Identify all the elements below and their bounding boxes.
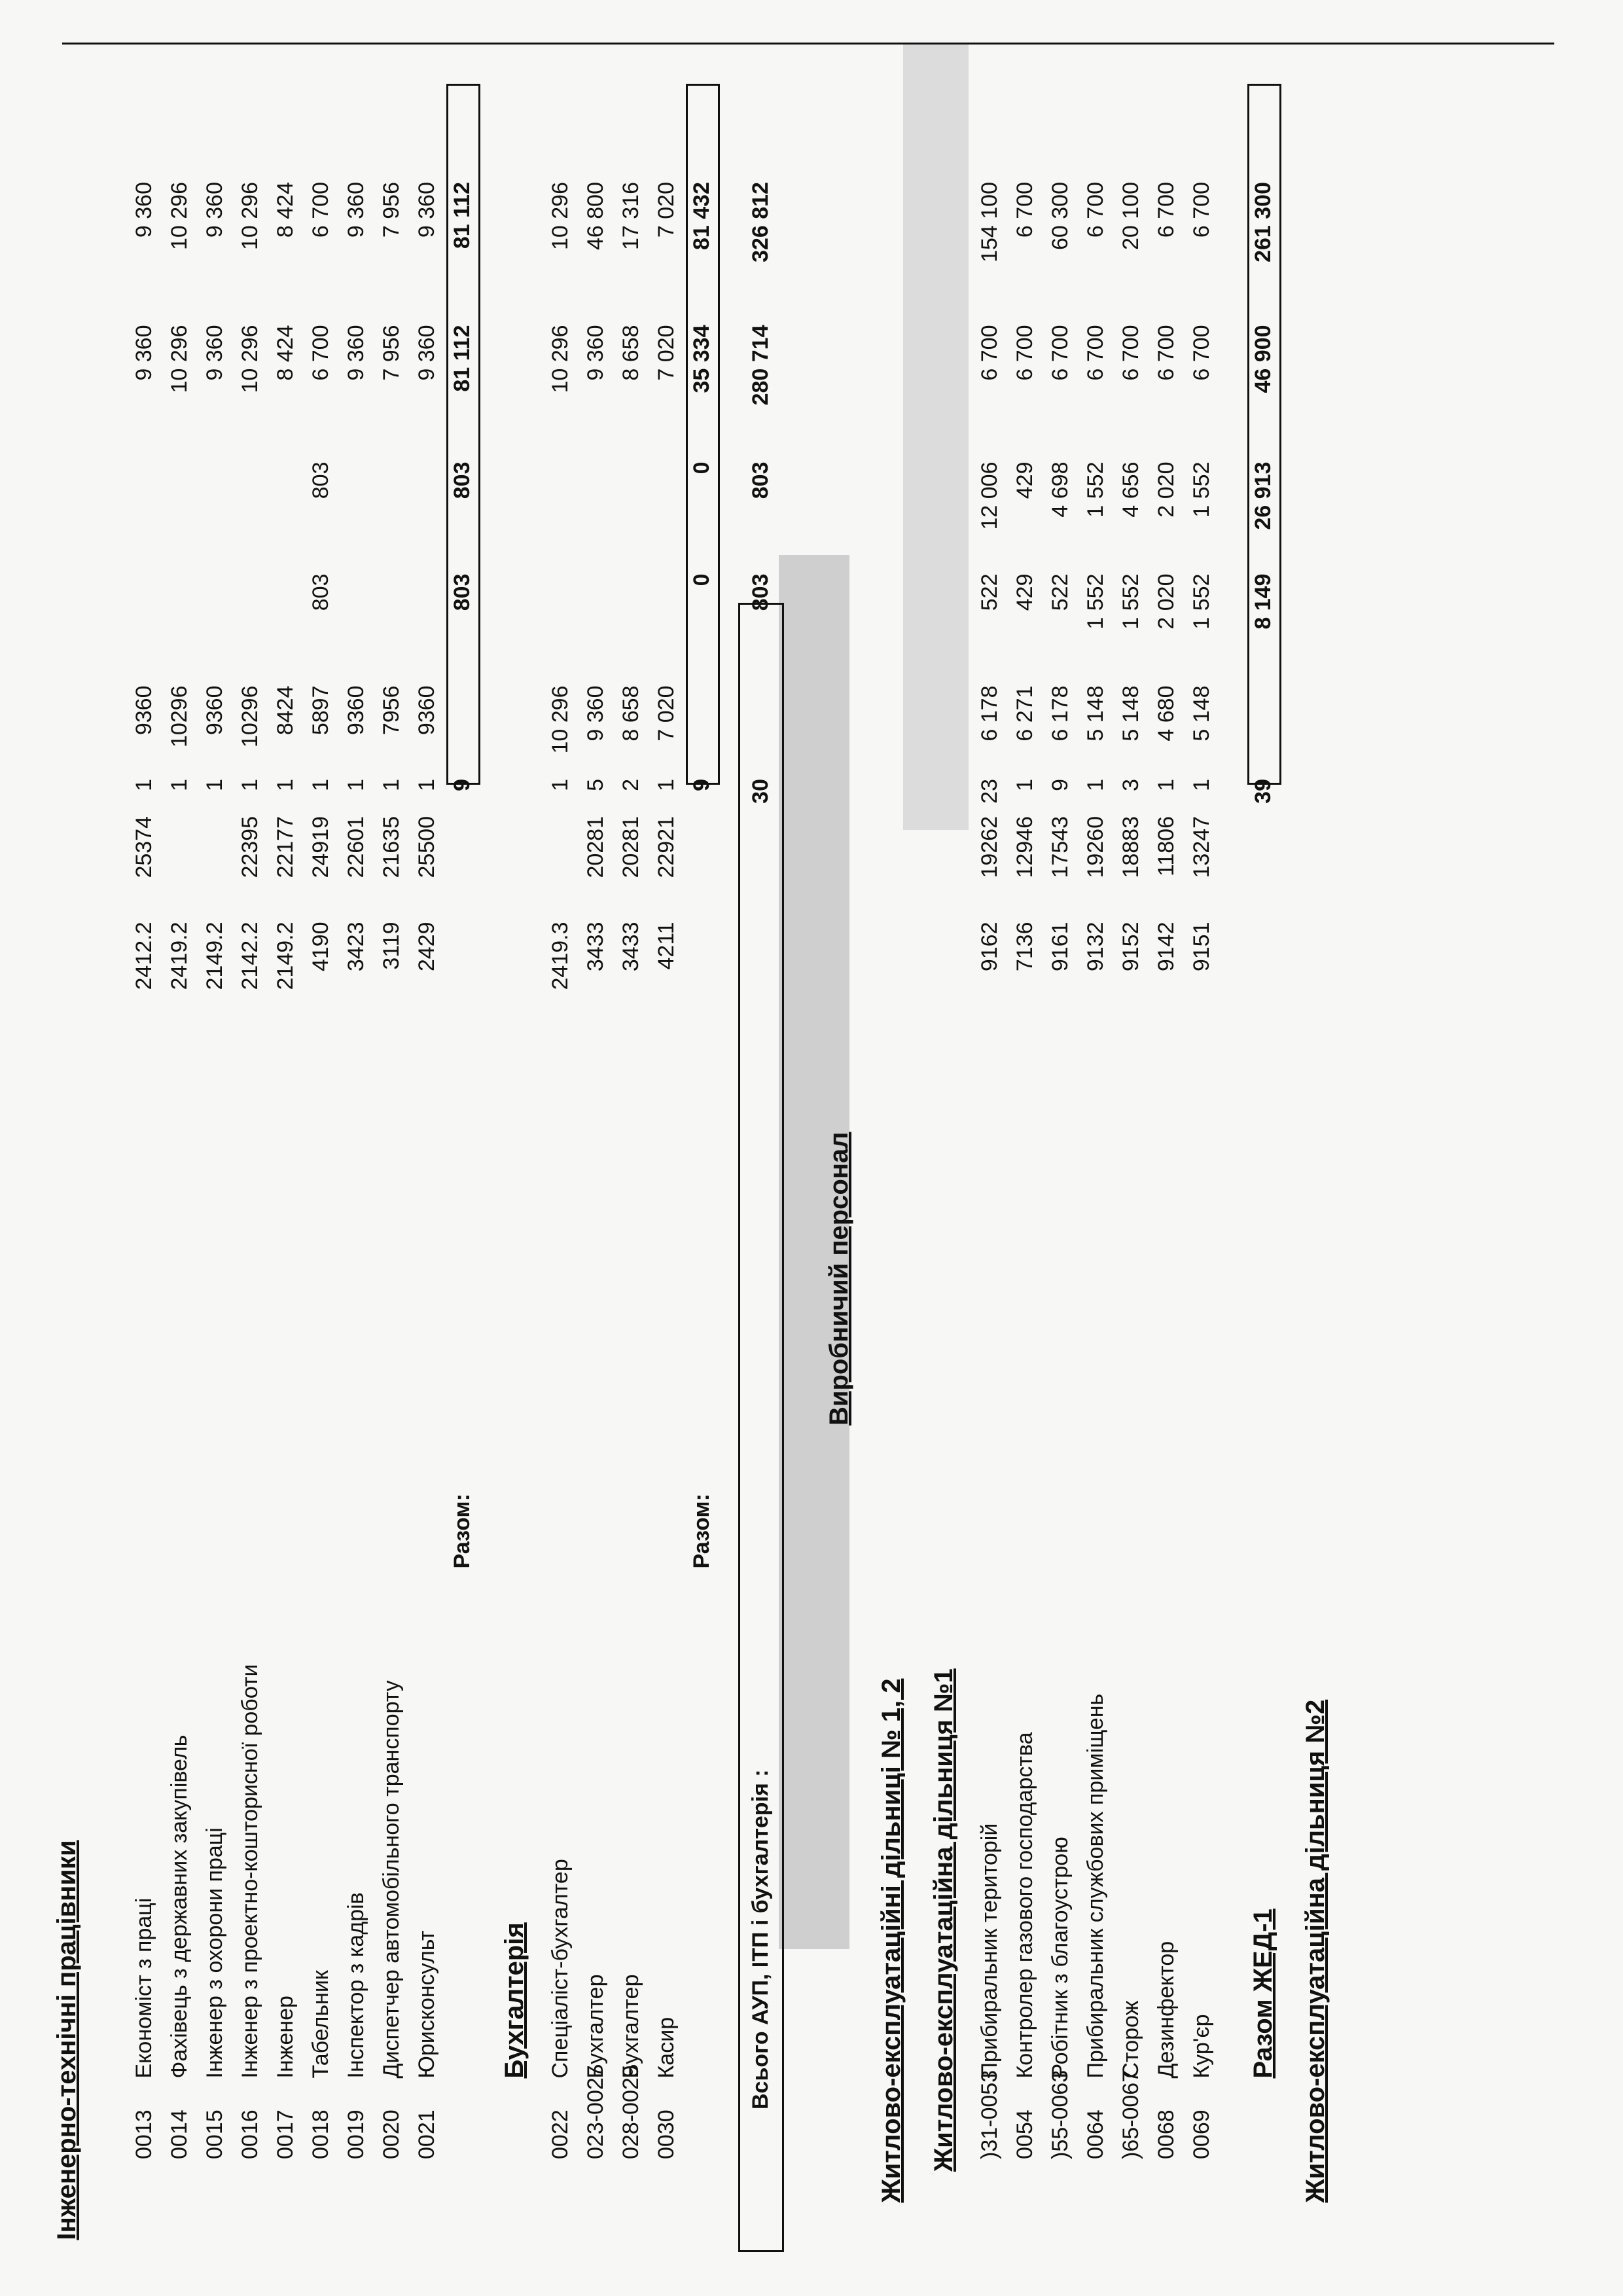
- itp-row-8-code: 0021: [414, 2109, 439, 2159]
- d1-total-label: Разом ЖЕД-1: [1249, 1909, 1277, 2079]
- itp-row-0-c2: 25374: [132, 816, 156, 878]
- itp-row-5-c5: 803: [308, 573, 333, 611]
- d1-row-3-c7: 6 700: [1083, 325, 1108, 381]
- buh-row-3-c8: 7 020: [654, 182, 679, 238]
- itp-row-1-name: Фахівець з державних закупівель: [167, 1734, 192, 2079]
- d1-row-2-c4: 6 178: [1048, 685, 1073, 742]
- d1-total-c3: 39: [1251, 779, 1275, 804]
- itp-row-6-c2: 22601: [344, 816, 368, 878]
- itp-row-8-c3: 1: [414, 779, 439, 791]
- buh-row-1-c7: 9 360: [583, 325, 608, 381]
- d1-row-6-c8: 6 700: [1189, 182, 1214, 238]
- d1-row-1-c6: 429: [1012, 461, 1037, 499]
- d2-heading: Житлово-експлуатаційна дільниця №2: [1301, 1699, 1330, 2203]
- d1-row-0-code: )31-0053: [977, 2070, 1002, 2159]
- itp-total-label: Разом:: [450, 1494, 474, 1569]
- itp-row-7-name: Диспетчер автомобільного транспорту: [379, 1680, 404, 2079]
- buh-row-0-c7: 10 296: [548, 325, 573, 393]
- itp-total-c8: 81 112: [450, 182, 474, 249]
- d1-row-0-c2: 19262: [977, 816, 1002, 878]
- itp-row-5-c2: 24919: [308, 816, 333, 878]
- buh-row-2-code: 028-0029: [618, 2065, 643, 2159]
- buh-row-3-c4: 7 020: [654, 685, 679, 742]
- itp-row-5-name: Табельник: [308, 1970, 333, 2079]
- d1-row-5-c6: 2 020: [1154, 461, 1179, 518]
- all-aup-c6: 803: [748, 461, 773, 499]
- d1-row-0-c3: 23: [977, 779, 1002, 804]
- itp-row-0-c1: 2412.2: [132, 922, 156, 990]
- all-aup-label: Всього АУП, ІТП і бухгалтерія :: [748, 1769, 773, 2109]
- d1-row-5-c2: 11806: [1154, 816, 1179, 877]
- itp-row-4-c1: 2149.2: [273, 922, 298, 990]
- buh-row-0-c1: 2419.3: [548, 922, 573, 990]
- d1-row-5-c8: 6 700: [1154, 182, 1179, 238]
- itp-row-8-c4: 9360: [414, 685, 439, 736]
- itp-row-7-c1: 3119: [379, 922, 404, 970]
- itp-row-8-c1: 2429: [414, 922, 439, 972]
- itp-row-6-c1: 3423: [344, 922, 368, 972]
- d1-row-0-c5: 522: [977, 573, 1002, 611]
- d1-row-1-c2: 12946: [1012, 816, 1037, 878]
- itp-row-7-code: 0020: [379, 2109, 404, 2159]
- buh-row-1-name: Бухгалтер: [583, 1974, 608, 2079]
- buh-row-1-c2: 20281: [583, 816, 608, 878]
- buh-total-c3: 9: [689, 779, 714, 791]
- all-aup-c5: 803: [748, 573, 773, 611]
- itp-row-2-c4: 9360: [202, 685, 227, 736]
- itp-row-6-c7: 9 360: [344, 325, 368, 381]
- itp-row-7-c7: 7 956: [379, 325, 404, 381]
- d1-total-c6: 26 913: [1251, 461, 1275, 530]
- d1-row-6-code: 0069: [1189, 2109, 1214, 2159]
- d1-row-5-c7: 6 700: [1154, 325, 1179, 381]
- itp-row-5-c3: 1: [308, 779, 333, 791]
- d1-row-4-c4: 5 148: [1118, 685, 1143, 742]
- d1-row-4-c8: 20 100: [1118, 182, 1143, 250]
- itp-row-6-code: 0019: [344, 2109, 368, 2159]
- itp-row-6-name: Інспектор з кадрів: [344, 1892, 368, 2079]
- d1-row-3-c5: 1 552: [1083, 573, 1108, 630]
- d1-row-0-c7: 6 700: [977, 325, 1002, 381]
- itp-row-2-code: 0015: [202, 2109, 227, 2159]
- itp-row-5-c1: 4190: [308, 922, 333, 972]
- d1-heading: Житлово-експлуатаційна дільниця №1: [929, 1668, 958, 2172]
- d1-row-4-c6: 4 656: [1118, 461, 1143, 518]
- itp-row-7-c4: 7956: [379, 685, 404, 736]
- buh-total-c5: 0: [689, 573, 714, 586]
- buh-row-2-c1: 3433: [618, 922, 643, 972]
- all-aup-c8: 326 812: [748, 182, 773, 262]
- buh-row-3-c1: 4211: [654, 922, 679, 970]
- d1-row-2-code: )55-0063: [1048, 2070, 1073, 2159]
- d1-row-3-c3: 1: [1083, 779, 1108, 791]
- buh-total-c6: 0: [689, 461, 714, 475]
- itp-row-8-c7: 9 360: [414, 325, 439, 381]
- buh-heading: Бухгалтерія: [500, 1922, 529, 2079]
- itp-row-8-c8: 9 360: [414, 182, 439, 238]
- d1-row-0-c4: 6 178: [977, 685, 1002, 742]
- d1-row-4-c2: 18883: [1118, 816, 1143, 878]
- buh-row-3-c7: 7 020: [654, 325, 679, 381]
- d1-row-4-name: Сторож: [1118, 2000, 1143, 2079]
- itp-row-0-c7: 9 360: [132, 325, 156, 381]
- itp-row-6-c3: 1: [344, 779, 368, 791]
- d1-row-3-c1: 9132: [1083, 922, 1108, 972]
- buh-row-1-c8: 46 800: [583, 182, 608, 250]
- d1-row-3-c8: 6 700: [1083, 182, 1108, 238]
- itp-row-2-c3: 1: [202, 779, 227, 791]
- d1-row-0-name: Прибиральник територій: [977, 1823, 1002, 2079]
- d1-row-5-name: Дезинфектор: [1154, 1941, 1179, 2079]
- itp-row-0-name: Економіст з праці: [132, 1897, 156, 2079]
- d1-row-5-c3: 1: [1154, 779, 1179, 791]
- zhed-heading: Житлово-експлуатаційні дільниці № 1, 2: [877, 1678, 906, 2203]
- itp-row-5-c7: 6 700: [308, 325, 333, 381]
- d1-row-5-c5: 2 020: [1154, 573, 1179, 630]
- d1-row-2-c7: 6 700: [1048, 325, 1073, 381]
- buh-row-3-c2: 22921: [654, 816, 679, 878]
- d1-row-2-c2: 17543: [1048, 816, 1073, 878]
- itp-row-1-c1: 2419.2: [167, 922, 192, 990]
- buh-row-2-c4: 8 658: [618, 685, 643, 742]
- itp-row-1-code: 0014: [167, 2109, 192, 2159]
- buh-row-1-c3: 5: [583, 779, 608, 791]
- itp-row-5-code: 0018: [308, 2109, 333, 2159]
- itp-row-3-c7: 10 296: [238, 325, 262, 393]
- itp-row-8-c2: 25500: [414, 816, 439, 878]
- itp-row-5-c4: 5897: [308, 685, 333, 736]
- d1-row-4-c7: 6 700: [1118, 325, 1143, 381]
- itp-row-1-c7: 10 296: [167, 325, 192, 393]
- buh-row-2-c2: 20281: [618, 816, 643, 878]
- d1-row-6-c3: 1: [1189, 779, 1214, 791]
- itp-row-4-name: Інженер: [273, 1996, 298, 2079]
- d1-total-c5: 8 149: [1251, 573, 1275, 630]
- itp-row-1-c4: 10296: [167, 685, 192, 748]
- buh-row-3-code: 0030: [654, 2109, 679, 2159]
- vyrob-band: [903, 45, 969, 830]
- buh-total-label: Разом:: [689, 1494, 714, 1569]
- itp-row-2-c1: 2149.2: [202, 922, 227, 990]
- d1-row-6-c6: 1 552: [1189, 461, 1214, 518]
- d1-row-1-name: Контролер газового господарства: [1012, 1732, 1037, 2079]
- d1-row-1-c3: 1: [1012, 779, 1037, 791]
- itp-row-3-code: 0016: [238, 2109, 262, 2159]
- d1-row-2-c3: 9: [1048, 779, 1073, 791]
- itp-row-3-name: Інженер з проектно-кошторисної роботи: [238, 1664, 262, 2079]
- buh-row-3-c3: 1: [654, 779, 679, 791]
- d1-row-2-c6: 4 698: [1048, 461, 1073, 518]
- itp-row-4-c3: 1: [273, 779, 298, 791]
- d1-row-2-c8: 60 300: [1048, 182, 1073, 250]
- buh-row-1-code: 023-0027: [583, 2065, 608, 2159]
- d1-row-6-c7: 6 700: [1189, 325, 1214, 381]
- itp-row-0-c4: 9360: [132, 685, 156, 736]
- itp-row-0-c3: 1: [132, 779, 156, 791]
- itp-row-3-c3: 1: [238, 779, 262, 791]
- d1-row-3-c2: 19260: [1083, 816, 1108, 878]
- buh-row-1-c1: 3433: [583, 922, 608, 972]
- itp-row-7-c3: 1: [379, 779, 404, 791]
- itp-row-4-code: 0017: [273, 2109, 298, 2159]
- itp-row-1-c3: 1: [167, 779, 192, 791]
- buh-row-0-name: Спеціаліст-бухгалтер: [548, 1859, 573, 2079]
- d1-row-4-c5: 1 552: [1118, 573, 1143, 630]
- d1-row-2-c5: 522: [1048, 573, 1073, 611]
- vyrob-heading: Виробничий персонал: [825, 1132, 853, 1426]
- d1-row-1-c5: 429: [1012, 573, 1037, 611]
- buh-row-0-c8: 10 296: [548, 182, 573, 250]
- all-aup-c3: 30: [748, 779, 773, 804]
- d1-row-6-name: Кур'єр: [1189, 2014, 1214, 2079]
- buh-row-1-c4: 9 360: [583, 685, 608, 742]
- itp-row-3-c1: 2142.2: [238, 922, 262, 990]
- itp-row-3-c8: 10 296: [238, 182, 262, 250]
- itp-row-8-name: Юрисконсульт: [414, 1930, 439, 2079]
- d1-row-6-c1: 9151: [1189, 922, 1214, 972]
- buh-total-c7: 35 334: [689, 325, 714, 393]
- d1-row-6-c5: 1 552: [1189, 573, 1214, 630]
- d1-row-0-c8: 154 100: [977, 182, 1002, 262]
- itp-row-4-c2: 22177: [273, 816, 298, 878]
- itp-total-c7: 81 112: [450, 325, 474, 392]
- d1-row-3-name: Прибиральник службових приміщень: [1083, 1693, 1108, 2079]
- d1-row-4-code: )65-0067: [1118, 2070, 1143, 2159]
- buh-total-c8: 81 432: [689, 182, 714, 250]
- itp-heading: Інженерно-технічні працівники: [52, 1840, 81, 2240]
- d1-row-4-c3: 3: [1118, 779, 1143, 791]
- d1-row-5-code: 0068: [1154, 2109, 1179, 2159]
- d1-row-1-c4: 6 271: [1012, 685, 1037, 742]
- d1-total-c7: 46 900: [1251, 325, 1275, 393]
- d1-row-1-code: 0054: [1012, 2109, 1037, 2159]
- itp-row-6-c4: 9360: [344, 685, 368, 736]
- itp-row-3-c2: 22395: [238, 816, 262, 878]
- d1-row-1-c1: 7136: [1012, 922, 1037, 972]
- itp-row-6-c8: 9 360: [344, 182, 368, 238]
- itp-row-4-c8: 8 424: [273, 182, 298, 238]
- itp-row-1-c8: 10 296: [167, 182, 192, 250]
- itp-row-7-c8: 7 956: [379, 182, 404, 238]
- d1-row-6-c4: 5 148: [1189, 685, 1214, 742]
- itp-total-c6: 803: [450, 461, 474, 499]
- itp-total-c5: 803: [450, 573, 474, 611]
- all-aup-c7: 280 714: [748, 325, 773, 406]
- buh-row-2-c7: 8 658: [618, 325, 643, 381]
- itp-row-5-c8: 6 700: [308, 182, 333, 238]
- itp-row-3-c4: 10296: [238, 685, 262, 748]
- d1-row-1-c8: 6 700: [1012, 182, 1037, 238]
- buh-row-0-code: 0022: [548, 2109, 573, 2159]
- buh-row-2-name: Бухгалтер: [618, 1974, 643, 2079]
- itp-row-2-c8: 9 360: [202, 182, 227, 238]
- itp-row-0-code: 0013: [132, 2109, 156, 2159]
- itp-row-4-c7: 8 424: [273, 325, 298, 381]
- itp-row-5-c6: 803: [308, 461, 333, 499]
- d1-total-c8: 261 300: [1251, 182, 1275, 262]
- d1-row-0-c1: 9162: [977, 922, 1002, 972]
- d1-row-4-c1: 9152: [1118, 922, 1143, 972]
- itp-row-0-c8: 9 360: [132, 182, 156, 238]
- d1-row-3-c6: 1 552: [1083, 461, 1108, 518]
- buh-row-0-c3: 1: [548, 779, 573, 791]
- d1-row-3-code: 0064: [1083, 2109, 1108, 2159]
- buh-row-2-c3: 2: [618, 779, 643, 791]
- itp-row-7-c2: 21635: [379, 816, 404, 878]
- d1-row-5-c4: 4 680: [1154, 685, 1179, 742]
- buh-row-0-c4: 10 296: [548, 685, 573, 754]
- top-rule: [62, 43, 1554, 45]
- d1-row-5-c1: 9142: [1154, 922, 1179, 972]
- d1-row-3-c4: 5 148: [1083, 685, 1108, 742]
- itp-total-c3: 9: [450, 779, 474, 791]
- itp-row-2-name: Інженер з охорони праці: [202, 1827, 227, 2079]
- d1-row-2-c1: 9161: [1048, 922, 1073, 972]
- buh-row-3-name: Касир: [654, 2017, 679, 2079]
- d1-row-2-name: Робітник з благоустрою: [1048, 1837, 1073, 2079]
- itp-row-4-c4: 8424: [273, 685, 298, 736]
- d1-row-1-c7: 6 700: [1012, 325, 1037, 381]
- d1-row-6-c2: 13247: [1189, 816, 1214, 878]
- itp-row-2-c7: 9 360: [202, 325, 227, 381]
- buh-row-2-c8: 17 316: [618, 182, 643, 250]
- d1-row-0-c6: 12 006: [977, 461, 1002, 530]
